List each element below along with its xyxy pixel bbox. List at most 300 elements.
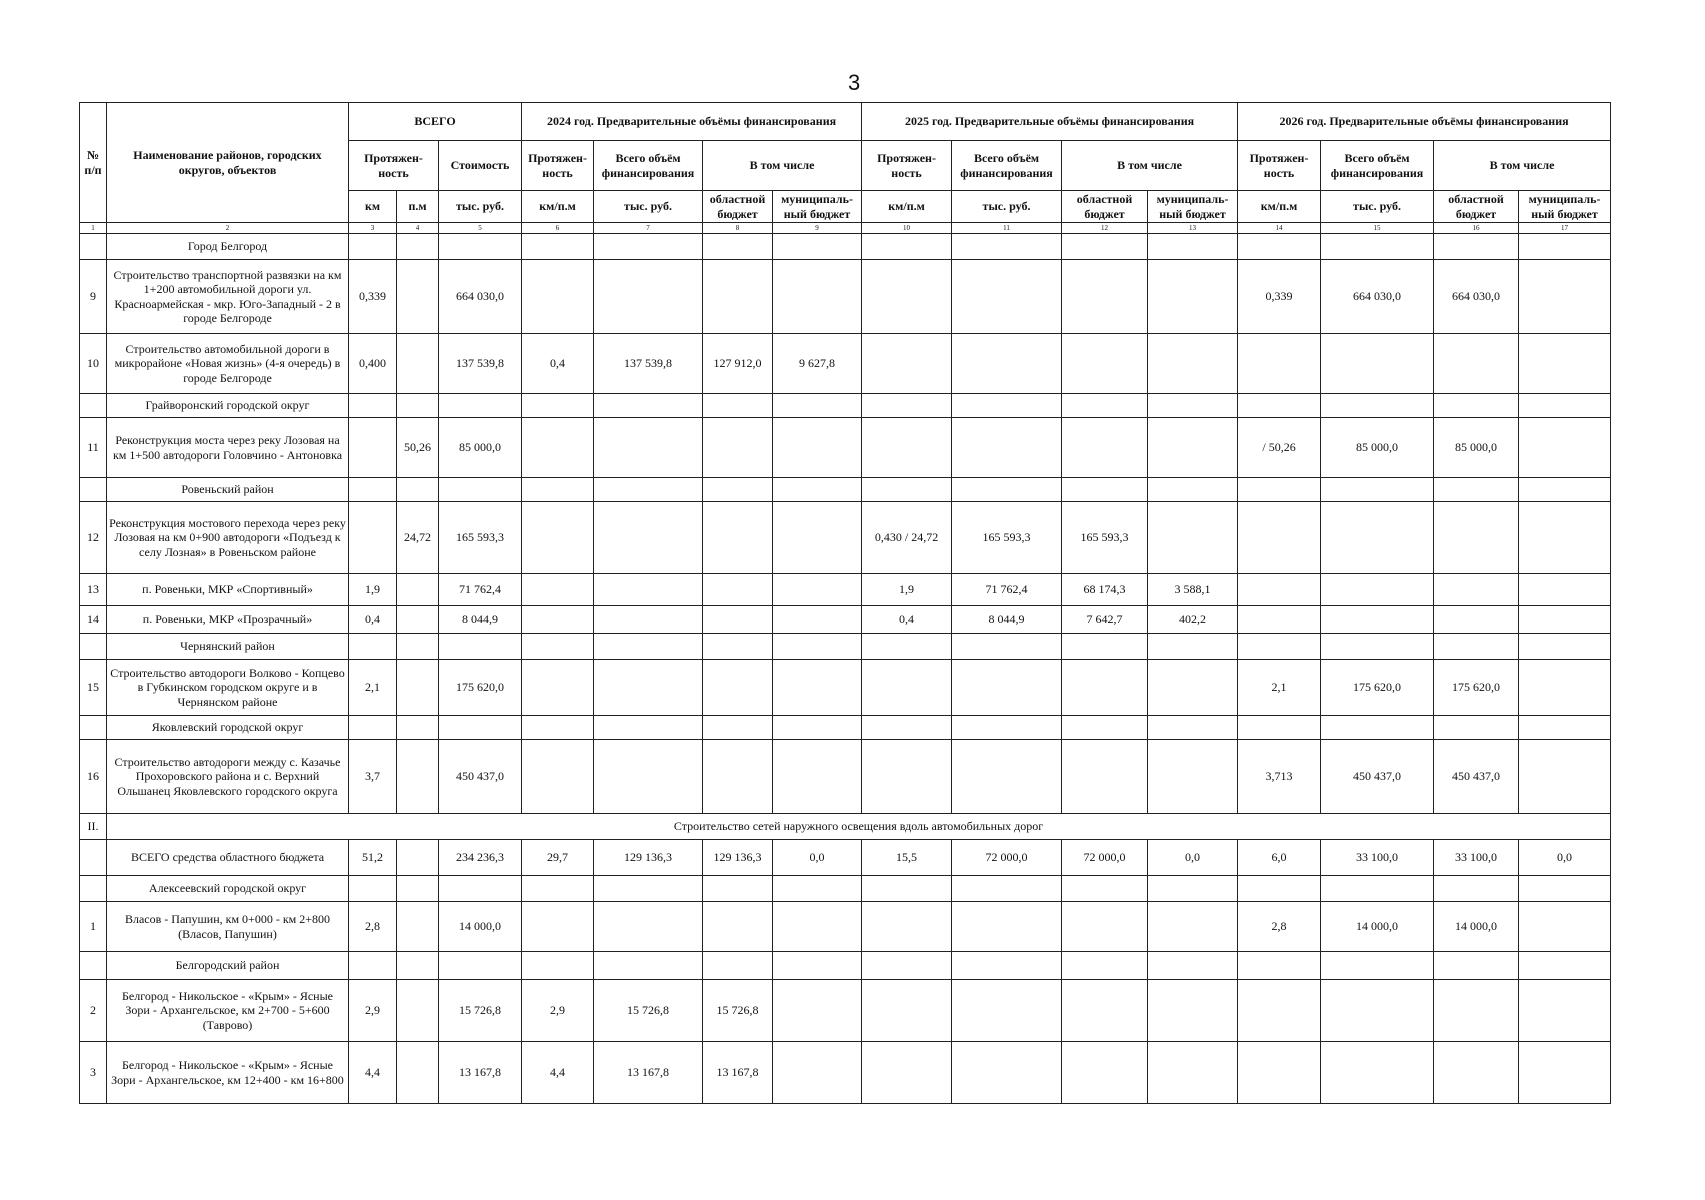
header-trub-2026: тыс. руб. bbox=[1321, 191, 1434, 223]
value-cell: 450 437,0 bbox=[1434, 740, 1519, 814]
empty-cell bbox=[773, 952, 862, 980]
value-cell bbox=[952, 660, 1062, 716]
empty-cell bbox=[1434, 478, 1519, 502]
value-cell bbox=[1148, 740, 1238, 814]
empty-cell bbox=[1321, 634, 1434, 660]
empty-cell bbox=[862, 394, 952, 418]
value-cell: 85 000,0 bbox=[439, 418, 522, 478]
value-cell bbox=[1434, 334, 1519, 394]
value-cell: 3 588,1 bbox=[1148, 574, 1238, 606]
object-name: Строительство автомобильной дороги в микрорайоне «Новая жизнь» (4-я очередь) в городе Белгороде bbox=[107, 334, 349, 394]
value-cell bbox=[594, 260, 703, 334]
value-cell bbox=[522, 418, 594, 478]
table-row bbox=[80, 606, 1611, 634]
value-cell bbox=[397, 260, 439, 334]
table-row bbox=[80, 980, 1611, 1042]
value-cell: 0,0 bbox=[1519, 840, 1611, 876]
value-cell bbox=[1148, 502, 1238, 574]
row-number: 12 bbox=[80, 502, 107, 574]
empty-cell bbox=[1062, 234, 1148, 260]
empty-cell bbox=[1519, 478, 1611, 502]
value-cell bbox=[1062, 980, 1148, 1042]
empty-cell bbox=[1434, 876, 1519, 902]
header-including-2024: В том числе bbox=[703, 141, 862, 191]
value-cell bbox=[1519, 502, 1611, 574]
value-cell bbox=[1062, 418, 1148, 478]
value-cell bbox=[522, 574, 594, 606]
value-cell: 13 167,8 bbox=[594, 1042, 703, 1104]
empty-cell bbox=[397, 234, 439, 260]
header-municipal-2025: муниципаль-ный бюджет bbox=[1148, 191, 1238, 223]
empty-cell bbox=[349, 234, 397, 260]
empty-cell bbox=[1148, 876, 1238, 902]
value-cell bbox=[1321, 334, 1434, 394]
empty-cell bbox=[594, 394, 703, 418]
value-cell bbox=[773, 660, 862, 716]
empty-cell bbox=[1519, 716, 1611, 740]
value-cell: 3,713 bbox=[1238, 740, 1321, 814]
value-cell: 2,1 bbox=[349, 660, 397, 716]
header-trub-2025: тыс. руб. bbox=[952, 191, 1062, 223]
value-cell bbox=[397, 574, 439, 606]
value-cell bbox=[1238, 1042, 1321, 1104]
section-num-cell bbox=[80, 394, 107, 418]
value-cell bbox=[1238, 334, 1321, 394]
empty-cell bbox=[594, 234, 703, 260]
empty-cell bbox=[1519, 634, 1611, 660]
value-cell bbox=[952, 1042, 1062, 1104]
value-cell bbox=[952, 740, 1062, 814]
value-cell bbox=[952, 334, 1062, 394]
value-cell: 13 167,8 bbox=[703, 1042, 773, 1104]
value-cell bbox=[349, 502, 397, 574]
value-cell bbox=[1062, 902, 1148, 952]
section-title: Алексеевский городской округ bbox=[107, 876, 349, 902]
value-cell: 165 593,3 bbox=[952, 502, 1062, 574]
table-row bbox=[80, 740, 1611, 814]
col-number: 3 bbox=[349, 223, 397, 234]
col-number: 5 bbox=[439, 223, 522, 234]
value-cell bbox=[594, 418, 703, 478]
value-cell bbox=[1148, 980, 1238, 1042]
section-num-cell bbox=[80, 634, 107, 660]
empty-cell bbox=[439, 234, 522, 260]
value-cell bbox=[1519, 740, 1611, 814]
value-cell: 402,2 bbox=[1148, 606, 1238, 634]
section-row bbox=[80, 716, 1611, 740]
value-cell: 0,400 bbox=[349, 334, 397, 394]
header-length-2024: Протяжен-ность bbox=[522, 141, 594, 191]
value-cell bbox=[594, 740, 703, 814]
section-title: Чернянский район bbox=[107, 634, 349, 660]
empty-cell bbox=[1062, 634, 1148, 660]
value-cell bbox=[1148, 260, 1238, 334]
object-name: Строительство автодороги Волково - Копцево в Губкинском городском округе и в Чернянском районе bbox=[107, 660, 349, 716]
value-cell bbox=[862, 334, 952, 394]
value-cell: 450 437,0 bbox=[1321, 740, 1434, 814]
col-number: 17 bbox=[1519, 223, 1611, 234]
empty-cell bbox=[1321, 716, 1434, 740]
value-cell bbox=[1434, 606, 1519, 634]
table-row bbox=[80, 902, 1611, 952]
value-cell: 15,5 bbox=[862, 840, 952, 876]
value-cell bbox=[773, 418, 862, 478]
empty-cell bbox=[1148, 952, 1238, 980]
header-total-funding-2026: Всего объём финансирования bbox=[1321, 141, 1434, 191]
empty-cell bbox=[952, 716, 1062, 740]
header-kmpm-2024: км/п.м bbox=[522, 191, 594, 223]
value-cell: 2,8 bbox=[349, 902, 397, 952]
value-cell: 450 437,0 bbox=[439, 740, 522, 814]
object-name: Власов - Папушин, км 0+000 - км 2+800 (Власов, Папушин) bbox=[107, 902, 349, 952]
empty-cell bbox=[594, 876, 703, 902]
col-number: 1 bbox=[80, 223, 107, 234]
value-cell: 0,339 bbox=[1238, 260, 1321, 334]
value-cell: 0,0 bbox=[1148, 840, 1238, 876]
value-cell: 664 030,0 bbox=[1434, 260, 1519, 334]
value-cell: 137 539,8 bbox=[594, 334, 703, 394]
value-cell bbox=[1062, 740, 1148, 814]
value-cell bbox=[773, 606, 862, 634]
value-cell: 165 593,3 bbox=[439, 502, 522, 574]
empty-cell bbox=[1519, 952, 1611, 980]
value-cell: / 50,26 bbox=[1238, 418, 1321, 478]
value-cell: 175 620,0 bbox=[439, 660, 522, 716]
value-cell bbox=[773, 574, 862, 606]
empty-cell bbox=[1238, 716, 1321, 740]
header-name: Наименование районов, городских округов, объектов bbox=[107, 103, 349, 223]
value-cell: 29,7 bbox=[522, 840, 594, 876]
part-title: Строительство сетей наружного освещения вдоль автомобильных дорог bbox=[107, 814, 1611, 840]
header-including-2025: В том числе bbox=[1062, 141, 1238, 191]
value-cell: 0,339 bbox=[349, 260, 397, 334]
financing-table bbox=[79, 102, 1611, 1104]
value-cell bbox=[1434, 574, 1519, 606]
table-row bbox=[80, 660, 1611, 716]
header-regional-2026: областной бюджет bbox=[1434, 191, 1519, 223]
value-cell: 33 100,0 bbox=[1434, 840, 1519, 876]
empty-cell bbox=[1148, 478, 1238, 502]
empty-cell bbox=[1321, 394, 1434, 418]
value-cell bbox=[1434, 1042, 1519, 1104]
empty-cell bbox=[522, 634, 594, 660]
value-cell: 68 174,3 bbox=[1062, 574, 1148, 606]
empty-cell bbox=[773, 478, 862, 502]
row-number: 9 bbox=[80, 260, 107, 334]
empty-cell bbox=[952, 394, 1062, 418]
value-cell bbox=[1519, 606, 1611, 634]
empty-cell bbox=[1321, 234, 1434, 260]
empty-cell bbox=[1434, 234, 1519, 260]
value-cell bbox=[1519, 418, 1611, 478]
value-cell bbox=[1062, 260, 1148, 334]
value-cell bbox=[522, 740, 594, 814]
value-cell bbox=[397, 606, 439, 634]
empty-cell bbox=[862, 634, 952, 660]
empty-cell bbox=[1148, 634, 1238, 660]
value-cell: 7 642,7 bbox=[1062, 606, 1148, 634]
value-cell: 14 000,0 bbox=[1434, 902, 1519, 952]
empty-cell bbox=[952, 234, 1062, 260]
value-cell: 85 000,0 bbox=[1434, 418, 1519, 478]
value-cell bbox=[397, 334, 439, 394]
empty-cell bbox=[1519, 234, 1611, 260]
empty-cell bbox=[1062, 716, 1148, 740]
empty-cell bbox=[397, 952, 439, 980]
empty-cell bbox=[439, 478, 522, 502]
row-number: 1 bbox=[80, 902, 107, 952]
empty-cell bbox=[1434, 952, 1519, 980]
value-cell bbox=[1321, 502, 1434, 574]
header-length: Протяжен-ность bbox=[349, 141, 439, 191]
row-number: 11 bbox=[80, 418, 107, 478]
value-cell bbox=[397, 1042, 439, 1104]
value-cell bbox=[773, 902, 862, 952]
col-number: 6 bbox=[522, 223, 594, 234]
value-cell: 0,4 bbox=[522, 334, 594, 394]
value-cell: 0,4 bbox=[349, 606, 397, 634]
empty-cell bbox=[773, 234, 862, 260]
object-name: Реконструкция мостового перехода через реку Лозовая на км 0+900 автодороги «Подъезд к селу Лозная» в Ровеньском районе bbox=[107, 502, 349, 574]
table-row bbox=[80, 418, 1611, 478]
value-cell bbox=[862, 902, 952, 952]
section-title: Белгородский район bbox=[107, 952, 349, 980]
value-cell bbox=[1519, 260, 1611, 334]
value-cell bbox=[594, 574, 703, 606]
value-cell bbox=[522, 902, 594, 952]
row-number: 14 bbox=[80, 606, 107, 634]
empty-cell bbox=[773, 634, 862, 660]
object-name: Реконструкция моста через реку Лозовая на км 1+500 автодороги Головчино - Антоновка bbox=[107, 418, 349, 478]
header-2024: 2024 год. Предварительные объёмы финансирования bbox=[522, 103, 862, 141]
value-cell bbox=[862, 980, 952, 1042]
value-cell: 33 100,0 bbox=[1321, 840, 1434, 876]
empty-cell bbox=[862, 876, 952, 902]
empty-cell bbox=[1148, 394, 1238, 418]
value-cell bbox=[703, 260, 773, 334]
empty-cell bbox=[594, 952, 703, 980]
value-cell bbox=[952, 418, 1062, 478]
header-kmpm-2025: км/п.м bbox=[862, 191, 952, 223]
value-cell: 85 000,0 bbox=[1321, 418, 1434, 478]
header-municipal-2024: муниципаль-ный бюджет bbox=[773, 191, 862, 223]
value-cell bbox=[1519, 902, 1611, 952]
empty-cell bbox=[703, 952, 773, 980]
value-cell: 8 044,9 bbox=[952, 606, 1062, 634]
section-row bbox=[80, 876, 1611, 902]
row-number: 2 bbox=[80, 980, 107, 1042]
value-cell: 15 726,8 bbox=[703, 980, 773, 1042]
value-cell bbox=[1519, 574, 1611, 606]
empty-cell bbox=[773, 716, 862, 740]
value-cell bbox=[1148, 334, 1238, 394]
empty-cell bbox=[1321, 478, 1434, 502]
section-num-cell bbox=[80, 876, 107, 902]
header-km: км bbox=[349, 191, 397, 223]
value-cell bbox=[862, 740, 952, 814]
column-number-row bbox=[80, 223, 1611, 234]
value-cell: 137 539,8 bbox=[439, 334, 522, 394]
header-length-2026: Протяжен-ность bbox=[1238, 141, 1321, 191]
section-row bbox=[80, 634, 1611, 660]
row-number bbox=[80, 840, 107, 876]
header-trub: тыс. руб. bbox=[439, 191, 522, 223]
value-cell bbox=[1062, 334, 1148, 394]
value-cell bbox=[1148, 1042, 1238, 1104]
col-number: 2 bbox=[107, 223, 349, 234]
value-cell: 51,2 bbox=[349, 840, 397, 876]
header-length-2025: Протяжен-ность bbox=[862, 141, 952, 191]
value-cell bbox=[862, 1042, 952, 1104]
empty-cell bbox=[1321, 952, 1434, 980]
header-2025: 2025 год. Предварительные объёмы финансирования bbox=[862, 103, 1238, 141]
value-cell bbox=[1519, 1042, 1611, 1104]
value-cell bbox=[1519, 334, 1611, 394]
section-num-cell bbox=[80, 478, 107, 502]
value-cell bbox=[397, 840, 439, 876]
value-cell bbox=[703, 740, 773, 814]
value-cell bbox=[594, 502, 703, 574]
section-title: Город Белгород bbox=[107, 234, 349, 260]
empty-cell bbox=[397, 876, 439, 902]
value-cell bbox=[1321, 980, 1434, 1042]
empty-cell bbox=[952, 478, 1062, 502]
empty-cell bbox=[1062, 478, 1148, 502]
value-cell bbox=[703, 574, 773, 606]
empty-cell bbox=[397, 394, 439, 418]
value-cell bbox=[1321, 1042, 1434, 1104]
col-number: 9 bbox=[773, 223, 862, 234]
section-row bbox=[80, 478, 1611, 502]
empty-cell bbox=[397, 634, 439, 660]
table-row bbox=[80, 1042, 1611, 1104]
row-number: 16 bbox=[80, 740, 107, 814]
value-cell: 0,0 bbox=[773, 840, 862, 876]
header-municipal-2026: муниципаль-ный бюджет bbox=[1519, 191, 1611, 223]
value-cell bbox=[1238, 574, 1321, 606]
value-cell bbox=[594, 606, 703, 634]
col-number: 7 bbox=[594, 223, 703, 234]
value-cell: 71 762,4 bbox=[952, 574, 1062, 606]
empty-cell bbox=[1238, 394, 1321, 418]
empty-cell bbox=[1238, 952, 1321, 980]
section-title: Яковлевский городской округ bbox=[107, 716, 349, 740]
empty-cell bbox=[703, 478, 773, 502]
value-cell: 2,8 bbox=[1238, 902, 1321, 952]
empty-cell bbox=[862, 716, 952, 740]
section-title: Грайворонский городской округ bbox=[107, 394, 349, 418]
empty-cell bbox=[862, 234, 952, 260]
row-number: 13 bbox=[80, 574, 107, 606]
total-label: ВСЕГО средства областного бюджета bbox=[107, 840, 349, 876]
value-cell: 71 762,4 bbox=[439, 574, 522, 606]
empty-cell bbox=[1434, 716, 1519, 740]
header-pm: п.м bbox=[397, 191, 439, 223]
empty-cell bbox=[1062, 394, 1148, 418]
value-cell bbox=[862, 660, 952, 716]
col-number: 11 bbox=[952, 223, 1062, 234]
table-row bbox=[80, 574, 1611, 606]
section-num-cell bbox=[80, 952, 107, 980]
empty-cell bbox=[522, 876, 594, 902]
value-cell: 0,4 bbox=[862, 606, 952, 634]
value-cell bbox=[703, 606, 773, 634]
page-number: 3 bbox=[848, 70, 861, 95]
col-number: 13 bbox=[1148, 223, 1238, 234]
value-cell bbox=[1062, 660, 1148, 716]
row-number: 10 bbox=[80, 334, 107, 394]
object-name: Белгород - Никольское - «Крым» - Ясные Зори - Архангельское, км 2+700 - 5+600 (Таврово) bbox=[107, 980, 349, 1042]
empty-cell bbox=[522, 952, 594, 980]
value-cell bbox=[397, 980, 439, 1042]
empty-cell bbox=[439, 716, 522, 740]
value-cell bbox=[1321, 574, 1434, 606]
value-cell: 2,9 bbox=[349, 980, 397, 1042]
empty-cell bbox=[703, 876, 773, 902]
value-cell: 9 627,8 bbox=[773, 334, 862, 394]
empty-cell bbox=[522, 478, 594, 502]
value-cell bbox=[1519, 980, 1611, 1042]
empty-cell bbox=[1062, 876, 1148, 902]
empty-cell bbox=[1238, 634, 1321, 660]
value-cell bbox=[773, 980, 862, 1042]
header-regional-2025: областной бюджет bbox=[1062, 191, 1148, 223]
table-header bbox=[80, 103, 1611, 234]
value-cell bbox=[594, 660, 703, 716]
value-cell bbox=[1238, 980, 1321, 1042]
col-number: 4 bbox=[397, 223, 439, 234]
value-cell bbox=[952, 902, 1062, 952]
value-cell: 24,72 bbox=[397, 502, 439, 574]
empty-cell bbox=[349, 716, 397, 740]
value-cell bbox=[1062, 1042, 1148, 1104]
empty-cell bbox=[349, 952, 397, 980]
value-cell bbox=[952, 980, 1062, 1042]
value-cell: 6,0 bbox=[1238, 840, 1321, 876]
value-cell bbox=[862, 418, 952, 478]
header-cost: Стоимость bbox=[439, 141, 522, 191]
value-cell: 72 000,0 bbox=[952, 840, 1062, 876]
header-total: ВСЕГО bbox=[349, 103, 522, 141]
value-cell bbox=[397, 740, 439, 814]
total-row bbox=[80, 840, 1611, 876]
row-number: 3 bbox=[80, 1042, 107, 1104]
empty-cell bbox=[1434, 394, 1519, 418]
value-cell: 127 912,0 bbox=[703, 334, 773, 394]
header-including-2026: В том числе bbox=[1434, 141, 1611, 191]
table-row bbox=[80, 334, 1611, 394]
value-cell: 1,9 bbox=[862, 574, 952, 606]
value-cell bbox=[1519, 660, 1611, 716]
empty-cell bbox=[349, 876, 397, 902]
header-num: № п/п bbox=[80, 103, 107, 223]
value-cell: 15 726,8 bbox=[439, 980, 522, 1042]
header-regional-2024: областной бюджет bbox=[703, 191, 773, 223]
empty-cell bbox=[1519, 394, 1611, 418]
value-cell bbox=[773, 1042, 862, 1104]
empty-cell bbox=[522, 394, 594, 418]
value-cell: 234 236,3 bbox=[439, 840, 522, 876]
empty-cell bbox=[397, 478, 439, 502]
value-cell: 2,1 bbox=[1238, 660, 1321, 716]
section-row bbox=[80, 952, 1611, 980]
value-cell: 14 000,0 bbox=[439, 902, 522, 952]
value-cell: 3,7 bbox=[349, 740, 397, 814]
empty-cell bbox=[703, 234, 773, 260]
value-cell bbox=[703, 502, 773, 574]
value-cell bbox=[773, 502, 862, 574]
value-cell bbox=[397, 660, 439, 716]
